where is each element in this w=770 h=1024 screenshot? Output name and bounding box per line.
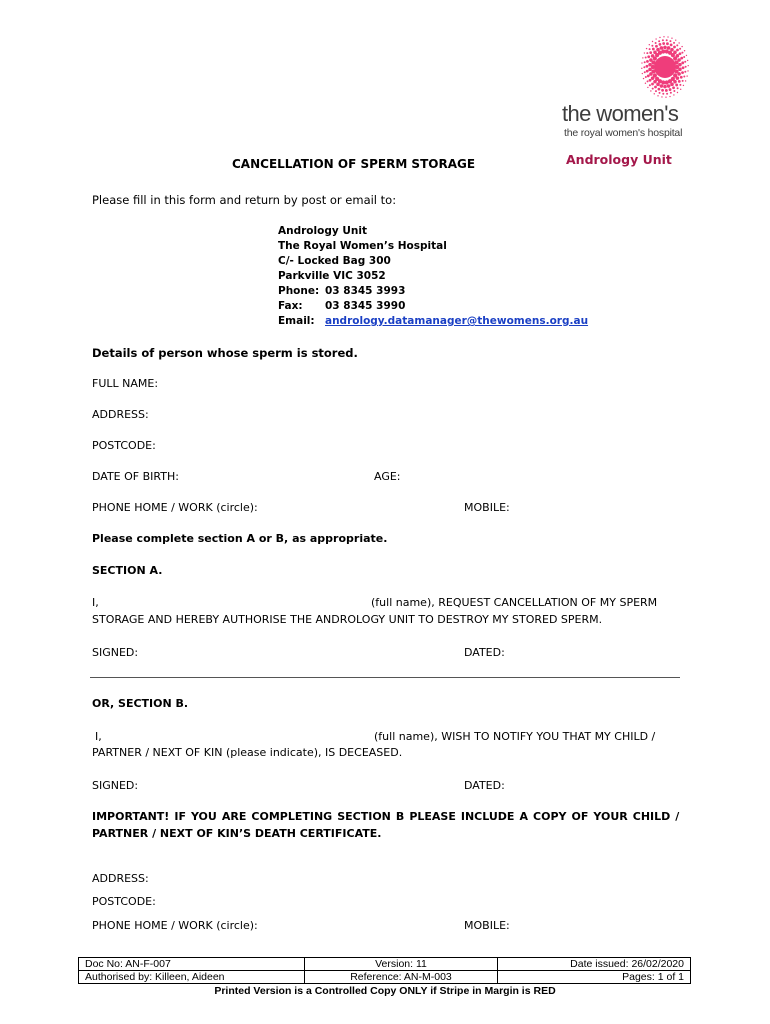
logo-dot <box>669 40 671 42</box>
logo-dot <box>667 84 671 88</box>
doc-number: Doc No: AN-F-007 <box>79 958 305 971</box>
logo-dot <box>673 94 674 95</box>
authorised-by: Authorised by: Killeen, Aideen <box>79 971 305 984</box>
logo-dot <box>670 43 673 46</box>
logo-dot <box>658 40 660 42</box>
logo-dot <box>652 48 655 51</box>
logo-dot <box>680 89 681 90</box>
section-a-text-line1: (full name), REQUEST CANCELLATION OF MY SPERM <box>371 596 658 609</box>
logo-dot <box>658 88 661 91</box>
logo-dot <box>653 80 657 84</box>
logo-dot <box>651 76 655 80</box>
instruction-text: Please complete section A or B, as appropriate. <box>92 532 388 545</box>
logo-dot <box>673 51 677 55</box>
logo-dot <box>662 42 665 45</box>
logo-dot <box>659 43 662 46</box>
logo-dot <box>649 51 652 54</box>
section-b-i: I, <box>95 730 102 743</box>
section-b-phone-label: PHONE HOME / WORK (circle): <box>92 919 258 932</box>
logo-dot <box>646 48 647 49</box>
logo-dot <box>669 96 670 97</box>
logo-dot <box>681 71 684 74</box>
logo-dot <box>671 37 672 38</box>
logo-dot <box>675 84 678 87</box>
logo-core <box>654 56 676 78</box>
logo-dot <box>647 75 650 78</box>
phone-label: Phone: <box>278 285 320 297</box>
full-name-label: FULL NAME: <box>92 377 159 390</box>
logo-dot <box>665 97 666 98</box>
logo-dot <box>685 80 686 81</box>
important-note-line1: IMPORTANT! IF YOU ARE COMPLETING SECTION B PLEASE INCLUDE A COPY OF YOUR CHILD / <box>92 810 680 823</box>
logo-dot <box>655 45 658 48</box>
fax-label: Fax: <box>278 300 303 312</box>
intro-text: Please fill in this form and return by post or email to: <box>92 193 397 207</box>
logo-dot <box>678 63 682 67</box>
form-title: CANCELLATION OF SPERM STORAGE <box>232 157 476 171</box>
logo-dot <box>663 36 664 37</box>
logo-dot <box>665 89 668 92</box>
email-label: Email: <box>278 315 315 327</box>
logo-dot <box>649 72 653 76</box>
logo-dot <box>647 87 648 88</box>
logo-dot <box>676 54 680 58</box>
logo-dot <box>643 78 644 79</box>
dob-label: DATE OF BIRTH: <box>92 470 179 483</box>
logo-dot <box>656 83 660 87</box>
hospital-logo-icon <box>640 33 690 103</box>
logo-dot <box>645 57 647 59</box>
logo-dot <box>643 66 645 68</box>
section-b-postcode-label: POSTCODE: <box>92 895 156 908</box>
logo-dot <box>641 62 642 63</box>
logo-dot <box>680 57 683 60</box>
logo-dot <box>660 84 664 88</box>
logo-dot <box>655 42 657 44</box>
fax-line <box>278 299 405 313</box>
logo-dot <box>675 39 676 40</box>
address-line-3: C/- Locked Bag 300 <box>278 255 391 267</box>
logo-dot <box>649 79 652 82</box>
logo-dot <box>677 72 681 76</box>
logo-dot <box>683 56 685 58</box>
logo-dot <box>649 84 651 86</box>
logo-dot <box>652 41 653 42</box>
logo-dot <box>685 66 687 68</box>
logo-dot <box>660 46 664 50</box>
logo-dot <box>684 50 685 51</box>
logo-dot <box>677 87 679 89</box>
logo-dot <box>663 46 667 50</box>
logo-dot <box>676 49 679 52</box>
logo-dot <box>647 80 649 82</box>
logo-dot <box>672 86 675 89</box>
logo-dot <box>670 92 672 94</box>
logo-dot <box>673 90 675 92</box>
unit-name: Andrology Unit <box>566 152 672 167</box>
logo-dot <box>644 52 645 53</box>
details-heading: Details of person whose sperm is stored. <box>92 346 358 360</box>
logo-dot <box>655 38 656 39</box>
logo-dot <box>651 45 653 47</box>
phone-line <box>278 284 405 298</box>
email-link[interactable]: andrology.datamanager@thewomens.org.au <box>325 315 589 327</box>
logo-dot <box>680 76 683 79</box>
logo-dot <box>688 65 689 66</box>
document-control-table <box>78 957 691 984</box>
logo-dot <box>651 83 654 86</box>
logo-dot <box>684 71 686 73</box>
logo-dot <box>644 61 646 63</box>
logo-dot <box>644 71 646 73</box>
postcode-label: POSTCODE: <box>92 439 156 452</box>
logo-dot <box>681 52 683 54</box>
logo-dot <box>655 90 657 92</box>
logo-dot <box>683 75 685 77</box>
logo-dot <box>686 75 687 76</box>
section-a-text-line2: STORAGE AND HEREBY AUTHORISE THE ANDROLOGY UNIT TO DESTROY MY STORED SPERM. <box>92 613 603 626</box>
logo-dot <box>645 76 647 78</box>
logo-dot <box>666 42 669 45</box>
address-label: ADDRESS: <box>92 408 149 421</box>
logo-dot <box>678 68 682 72</box>
logo-dot <box>656 48 660 52</box>
section-b-text-line1: (full name), WISH TO NOTIFY YOU THAT MY CHILD / <box>374 730 656 743</box>
logo-dot <box>654 93 655 94</box>
logo-dot <box>673 46 676 49</box>
logo-dot <box>659 37 660 38</box>
section-a-signed-label: SIGNED: <box>92 646 139 659</box>
section-divider <box>90 677 680 678</box>
logo-dot <box>673 42 675 44</box>
logo-dot <box>649 44 650 45</box>
logo-dot <box>649 48 651 50</box>
logo-dot <box>662 39 664 41</box>
logo-dot <box>654 86 657 89</box>
logo-dot <box>641 68 642 69</box>
table-row <box>79 971 691 984</box>
logo-dot <box>646 52 648 54</box>
section-a-dated-label: DATED: <box>464 646 505 659</box>
logo-dot <box>687 60 688 61</box>
logo-dot <box>646 60 649 63</box>
section-b-heading: OR, SECTION B. <box>92 697 189 710</box>
logo-dot <box>657 95 658 96</box>
age-label: AGE: <box>374 470 401 483</box>
address-line-2: The Royal Women’s Hospital <box>278 240 447 252</box>
logo-dot <box>676 76 680 80</box>
logo-dot <box>669 88 672 91</box>
important-note-line2: PARTNER / NEXT OF KIN’S DEATH CERTIFICATE. <box>92 827 382 840</box>
logo-dot <box>670 83 674 87</box>
logo-dot <box>661 89 664 92</box>
phone-home-work-label: PHONE HOME / WORK (circle): <box>92 501 258 514</box>
logo-dot <box>667 46 671 50</box>
logo-dot <box>661 96 662 97</box>
logo-dot <box>681 46 682 47</box>
logo-dot <box>666 93 668 95</box>
logo-dot <box>642 57 643 58</box>
logo-dot <box>677 92 678 93</box>
pages: Pages: 1 of 1 <box>498 971 691 984</box>
logo-dot <box>648 68 652 72</box>
email-line <box>278 314 588 328</box>
logo-dot <box>648 63 652 67</box>
logo-dot <box>642 73 643 74</box>
section-b-dated-label: DATED: <box>464 779 505 792</box>
table-row <box>79 958 691 971</box>
logo-dot <box>646 65 649 68</box>
section-b-address-label: ADDRESS: <box>92 872 149 885</box>
address-line-4: Parkville VIC 3052 <box>278 270 386 282</box>
date-issued: Date issued: 26/02/2020 <box>498 958 691 971</box>
fax-number: 03 8345 3990 <box>325 300 406 312</box>
logo-dot <box>679 48 681 50</box>
logo-dot <box>673 80 677 84</box>
logo-dot <box>670 48 674 52</box>
logo-dot <box>687 70 688 71</box>
logo-dot <box>646 70 649 73</box>
logo-dot <box>653 51 657 55</box>
section-a-heading: SECTION A. <box>92 564 163 577</box>
logo-dot <box>677 58 681 62</box>
logo-dot <box>679 52 682 55</box>
logo-dot <box>679 84 681 86</box>
reference: Reference: AN-M-003 <box>305 971 498 984</box>
logo-dot <box>659 92 661 94</box>
logo-dot <box>681 61 684 64</box>
section-b-text-line2: PARTNER / NEXT OF KIN (please indicate), IS DECEASED. <box>92 746 403 759</box>
logo-dot <box>684 61 686 63</box>
logo-dot <box>678 80 681 83</box>
logo-wordmark: the women's <box>562 101 679 126</box>
logo-dot <box>662 93 664 95</box>
logo-dot <box>682 66 685 69</box>
logo-dot <box>667 36 668 37</box>
section-b-signed-label: SIGNED: <box>92 779 139 792</box>
logo-dot <box>645 83 646 84</box>
logo-dot <box>666 39 668 41</box>
logo-dot <box>652 88 654 90</box>
version: Version: 11 <box>305 958 498 971</box>
mobile-label: MOBILE: <box>464 501 510 514</box>
section-a-i: I, <box>92 596 99 609</box>
logo-subtitle: the royal women's hospital <box>564 127 683 139</box>
printed-version-note: Printed Version is a Controlled Copy ONLY if Stripe in Margin is RED <box>214 985 556 997</box>
section-b-mobile-label: MOBILE: <box>464 919 510 932</box>
logo-dot <box>647 55 650 58</box>
logo-dot <box>678 42 679 43</box>
logo-dot <box>686 55 687 56</box>
logo-dot <box>663 85 667 89</box>
logo-dot <box>676 44 678 46</box>
logo-dot <box>651 54 655 58</box>
logo-dot <box>649 58 653 62</box>
logo-dot <box>682 80 684 82</box>
phone-number: 03 8345 3993 <box>325 285 406 297</box>
logo-dot <box>683 85 684 86</box>
logo-dot <box>650 90 651 91</box>
address-line-1: Andrology Unit <box>278 225 367 237</box>
